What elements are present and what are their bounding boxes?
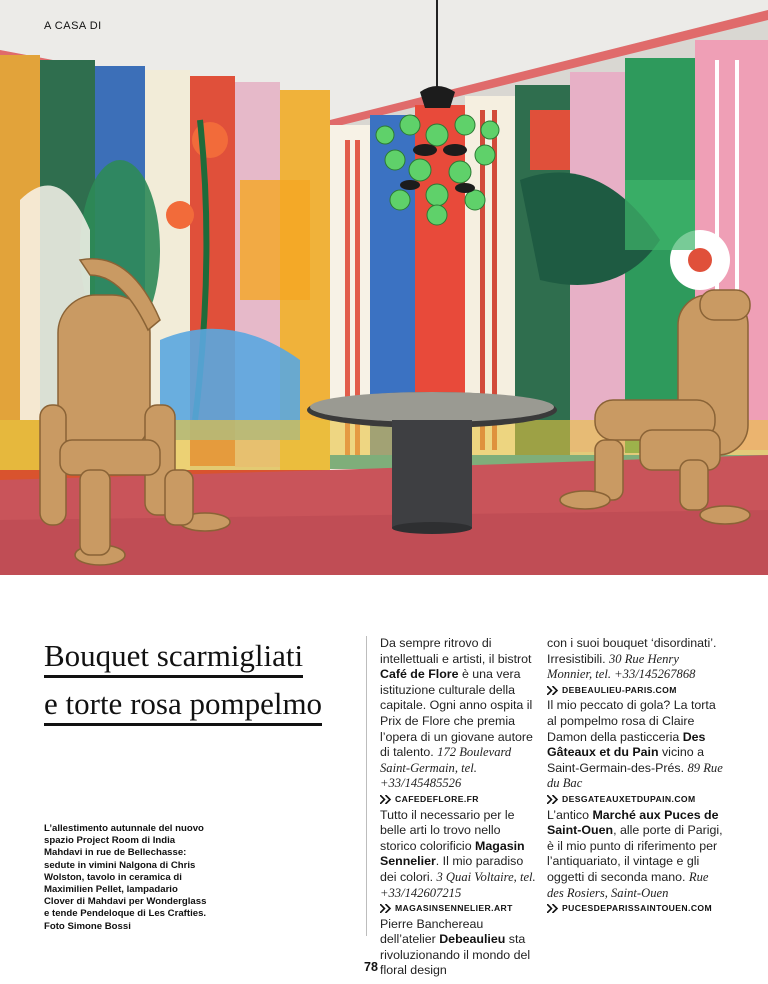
text: Tutto il necessario per le belle arti lo trovo nello storico colorificio	[380, 807, 515, 853]
text: . Il mio paradiso dei colori.	[380, 854, 524, 884]
text: sta rivoluzionando il mondo del floral design	[380, 932, 531, 978]
address: Rue des Rosiers, Saint-Ouen	[547, 869, 709, 900]
text: con i suoi bouquet ‘disordinati’. Irresistibili.	[547, 636, 717, 666]
venue-name: Café de Flore	[380, 667, 459, 682]
text: è una vera istituzione culturale della capitale. Ogni anno ospita il Prix de Flore che premia l’opera di un giovane autore di talento.	[380, 667, 533, 760]
double-chevron-icon	[380, 904, 392, 913]
double-chevron-icon	[547, 904, 559, 913]
text-column-1	[380, 636, 538, 979]
website-url: MAGASINSENNELIER.ART	[395, 903, 513, 914]
text: vicino a Saint-Germain-des-Prés.	[547, 745, 705, 775]
paragraph-gateaux	[547, 698, 727, 792]
article-headline	[44, 636, 354, 732]
text: Pierre Banchereau dell’atelier	[380, 916, 484, 947]
paragraph-debeaulieu-cont	[547, 636, 727, 683]
address: 3 Quai Voltaire, tel. +33/142607215	[380, 869, 536, 900]
text: L’antico	[547, 807, 593, 822]
paragraph-puces	[547, 808, 727, 902]
website-link[interactable]	[380, 792, 538, 808]
text-column-2	[547, 636, 727, 917]
paragraph-cafe-de-flore	[380, 636, 538, 792]
venue-name: Debeaulieu	[439, 932, 506, 947]
text: Il mio peccato di gola? La torta al pompelmo rosa di Claire Damon della pasticceria	[547, 698, 716, 744]
text: , alle porte di Parigi, è il mio punto di riferimento per l’antiquariato, il vintage e gli oggetti di seconda mano.	[547, 823, 723, 884]
address: 30 Rue Henry Monnier, tel. +33/145267868	[547, 651, 696, 682]
paragraph-debeaulieu	[380, 917, 538, 979]
website-url: DEBEAULIEU-PARIS.COM	[562, 684, 677, 695]
venue-name: Des Gâteaux et du Pain	[547, 729, 706, 760]
website-link[interactable]	[547, 792, 727, 808]
double-chevron-icon	[547, 795, 559, 804]
website-url: CAFEDEFLORE.FR	[395, 793, 479, 804]
section-label: A CASA DI	[44, 20, 102, 32]
headline-line-1: Bouquet scarmigliati	[44, 639, 303, 678]
venue-name: Magasin Sennelier	[380, 838, 525, 869]
paragraph-sennelier	[380, 808, 538, 902]
website-link[interactable]	[380, 901, 538, 917]
website-link[interactable]	[547, 683, 727, 699]
column-divider	[366, 636, 367, 936]
text: Da sempre ritrovo di intellettuali e artisti, il bistrot	[380, 636, 532, 666]
website-url: DESGATEAUXETDUPAIN.COM	[562, 793, 696, 804]
website-url: PUCESDEPARISSAINTOUEN.COM	[562, 903, 713, 914]
venue-name: Marché aux Puces de Saint-Ouen	[547, 807, 719, 838]
page-number: 78	[364, 960, 378, 974]
photo-caption: L’allestimento autunnale del nuovo spazio Project Room di India Mahdavi in rue de Bellechasse: sedute in vimini Nalgona di Chris Wolston, tavolo in ceramica di Maximilien Pellet, lampadario Clover di Mahdavi per Wonderglass e tende Pendeloque di Les Crafties. Foto Simone Bossi	[44, 823, 207, 932]
address: 89 Rue du Bac	[547, 760, 723, 791]
double-chevron-icon	[547, 686, 559, 695]
double-chevron-icon	[380, 795, 392, 804]
address: 172 Boulevard Saint-Germain, tel. +33/145485526	[380, 745, 512, 791]
website-link[interactable]	[547, 901, 727, 917]
headline-line-2: e torte rosa pompelmo	[44, 687, 322, 726]
